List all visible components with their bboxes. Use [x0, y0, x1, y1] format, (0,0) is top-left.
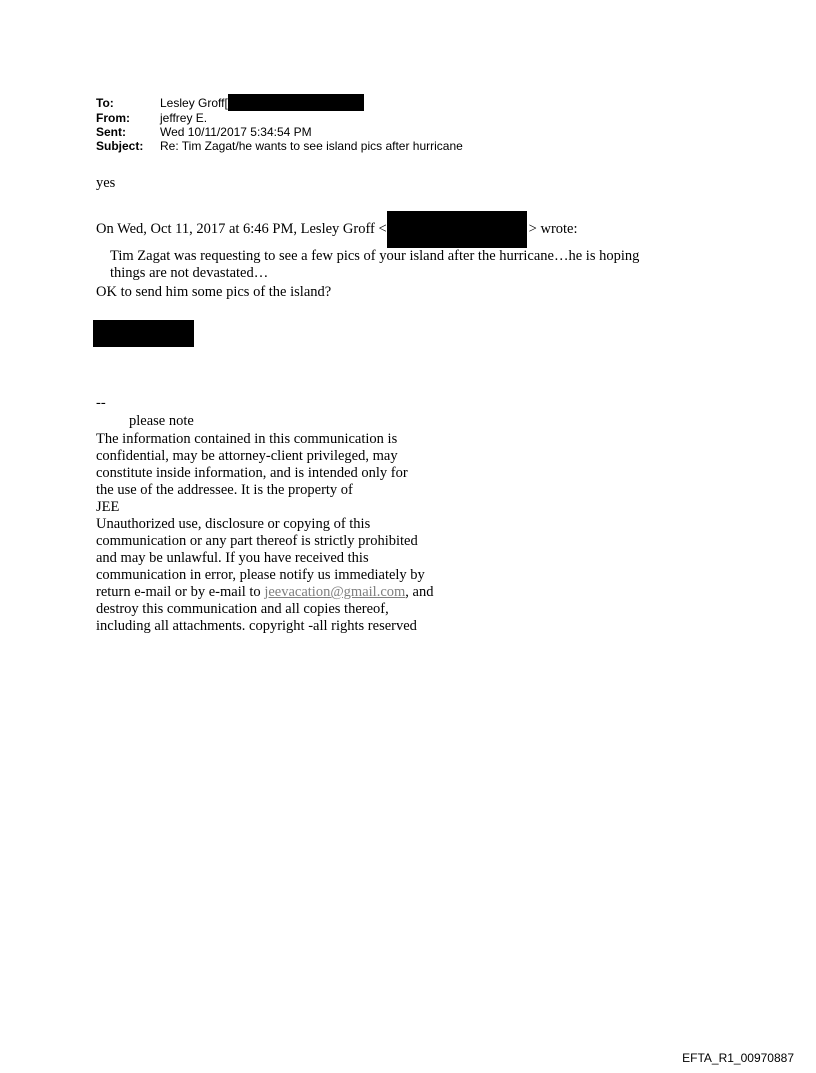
redaction-box [387, 211, 527, 248]
to-value: Lesley Groff[ [160, 96, 228, 110]
disclaimer-block [96, 431, 433, 635]
email-link[interactable]: jeevacation@gmail.com [264, 584, 406, 600]
disclaimer-email-suffix: , and [405, 584, 434, 600]
from-value: jeffrey E. [160, 111, 208, 125]
signature-dashes: -- [96, 395, 106, 411]
to-row [96, 96, 463, 111]
subject-row [96, 139, 463, 153]
disclaimer-line: including all attachments. copyright -all rights reserved [96, 618, 417, 634]
disclaimer-line: constitute inside information, and is intended only for [96, 465, 408, 481]
email-header [96, 96, 463, 153]
quoted-line: OK to send him some pics of the island? [96, 284, 332, 300]
reply-text: yes [96, 175, 116, 191]
to-label: To: [96, 96, 114, 110]
from-label: From: [96, 111, 130, 125]
disclaimer-line: communication or any part thereof is strictly prohibited [96, 533, 418, 549]
disclaimer-line: destroy this communication and all copies thereof, [96, 601, 389, 617]
disclaimer-line: The information contained in this communication is [96, 431, 398, 447]
sent-value: Wed 10/11/2017 5:34:54 PM [160, 125, 312, 139]
document-id: EFTA_R1_00970887 [682, 1051, 794, 1065]
subject-value: Re: Tim Zagat/he wants to see island pics after hurricane [160, 139, 463, 153]
redaction-box [228, 94, 364, 111]
sent-row [96, 125, 463, 139]
quoted-line: Tim Zagat was requesting to see a few pics of your island after the hurricane…he is hoping [110, 248, 640, 264]
disclaimer-line: Unauthorized use, disclosure or copying of this [96, 516, 371, 532]
sent-label: Sent: [96, 125, 126, 139]
disclaimer-line: JEE [96, 499, 120, 515]
disclaimer-email-prefix: return e-mail or by e-mail to [96, 584, 265, 600]
quoted-line: things are not devastated… [110, 265, 269, 281]
disclaimer-line: and may be unlawful. If you have received this [96, 550, 369, 566]
disclaimer-line: confidential, may be attorney-client privileged, may [96, 448, 398, 464]
redaction-box [93, 320, 194, 347]
quote-intro-text: On Wed, Oct 11, 2017 at 6:46 PM, Lesley Groff < [96, 221, 387, 237]
subject-label: Subject: [96, 139, 144, 153]
quote-intro-suffix: > wrote: [528, 221, 578, 237]
disclaimer-email-line [96, 584, 433, 601]
quote-intro [96, 211, 578, 248]
signature-note: please note [129, 413, 194, 429]
from-row [96, 111, 463, 125]
disclaimer-line: the use of the addressee. It is the property of [96, 482, 353, 498]
disclaimer-line: communication in error, please notify us immediately by [96, 567, 425, 583]
